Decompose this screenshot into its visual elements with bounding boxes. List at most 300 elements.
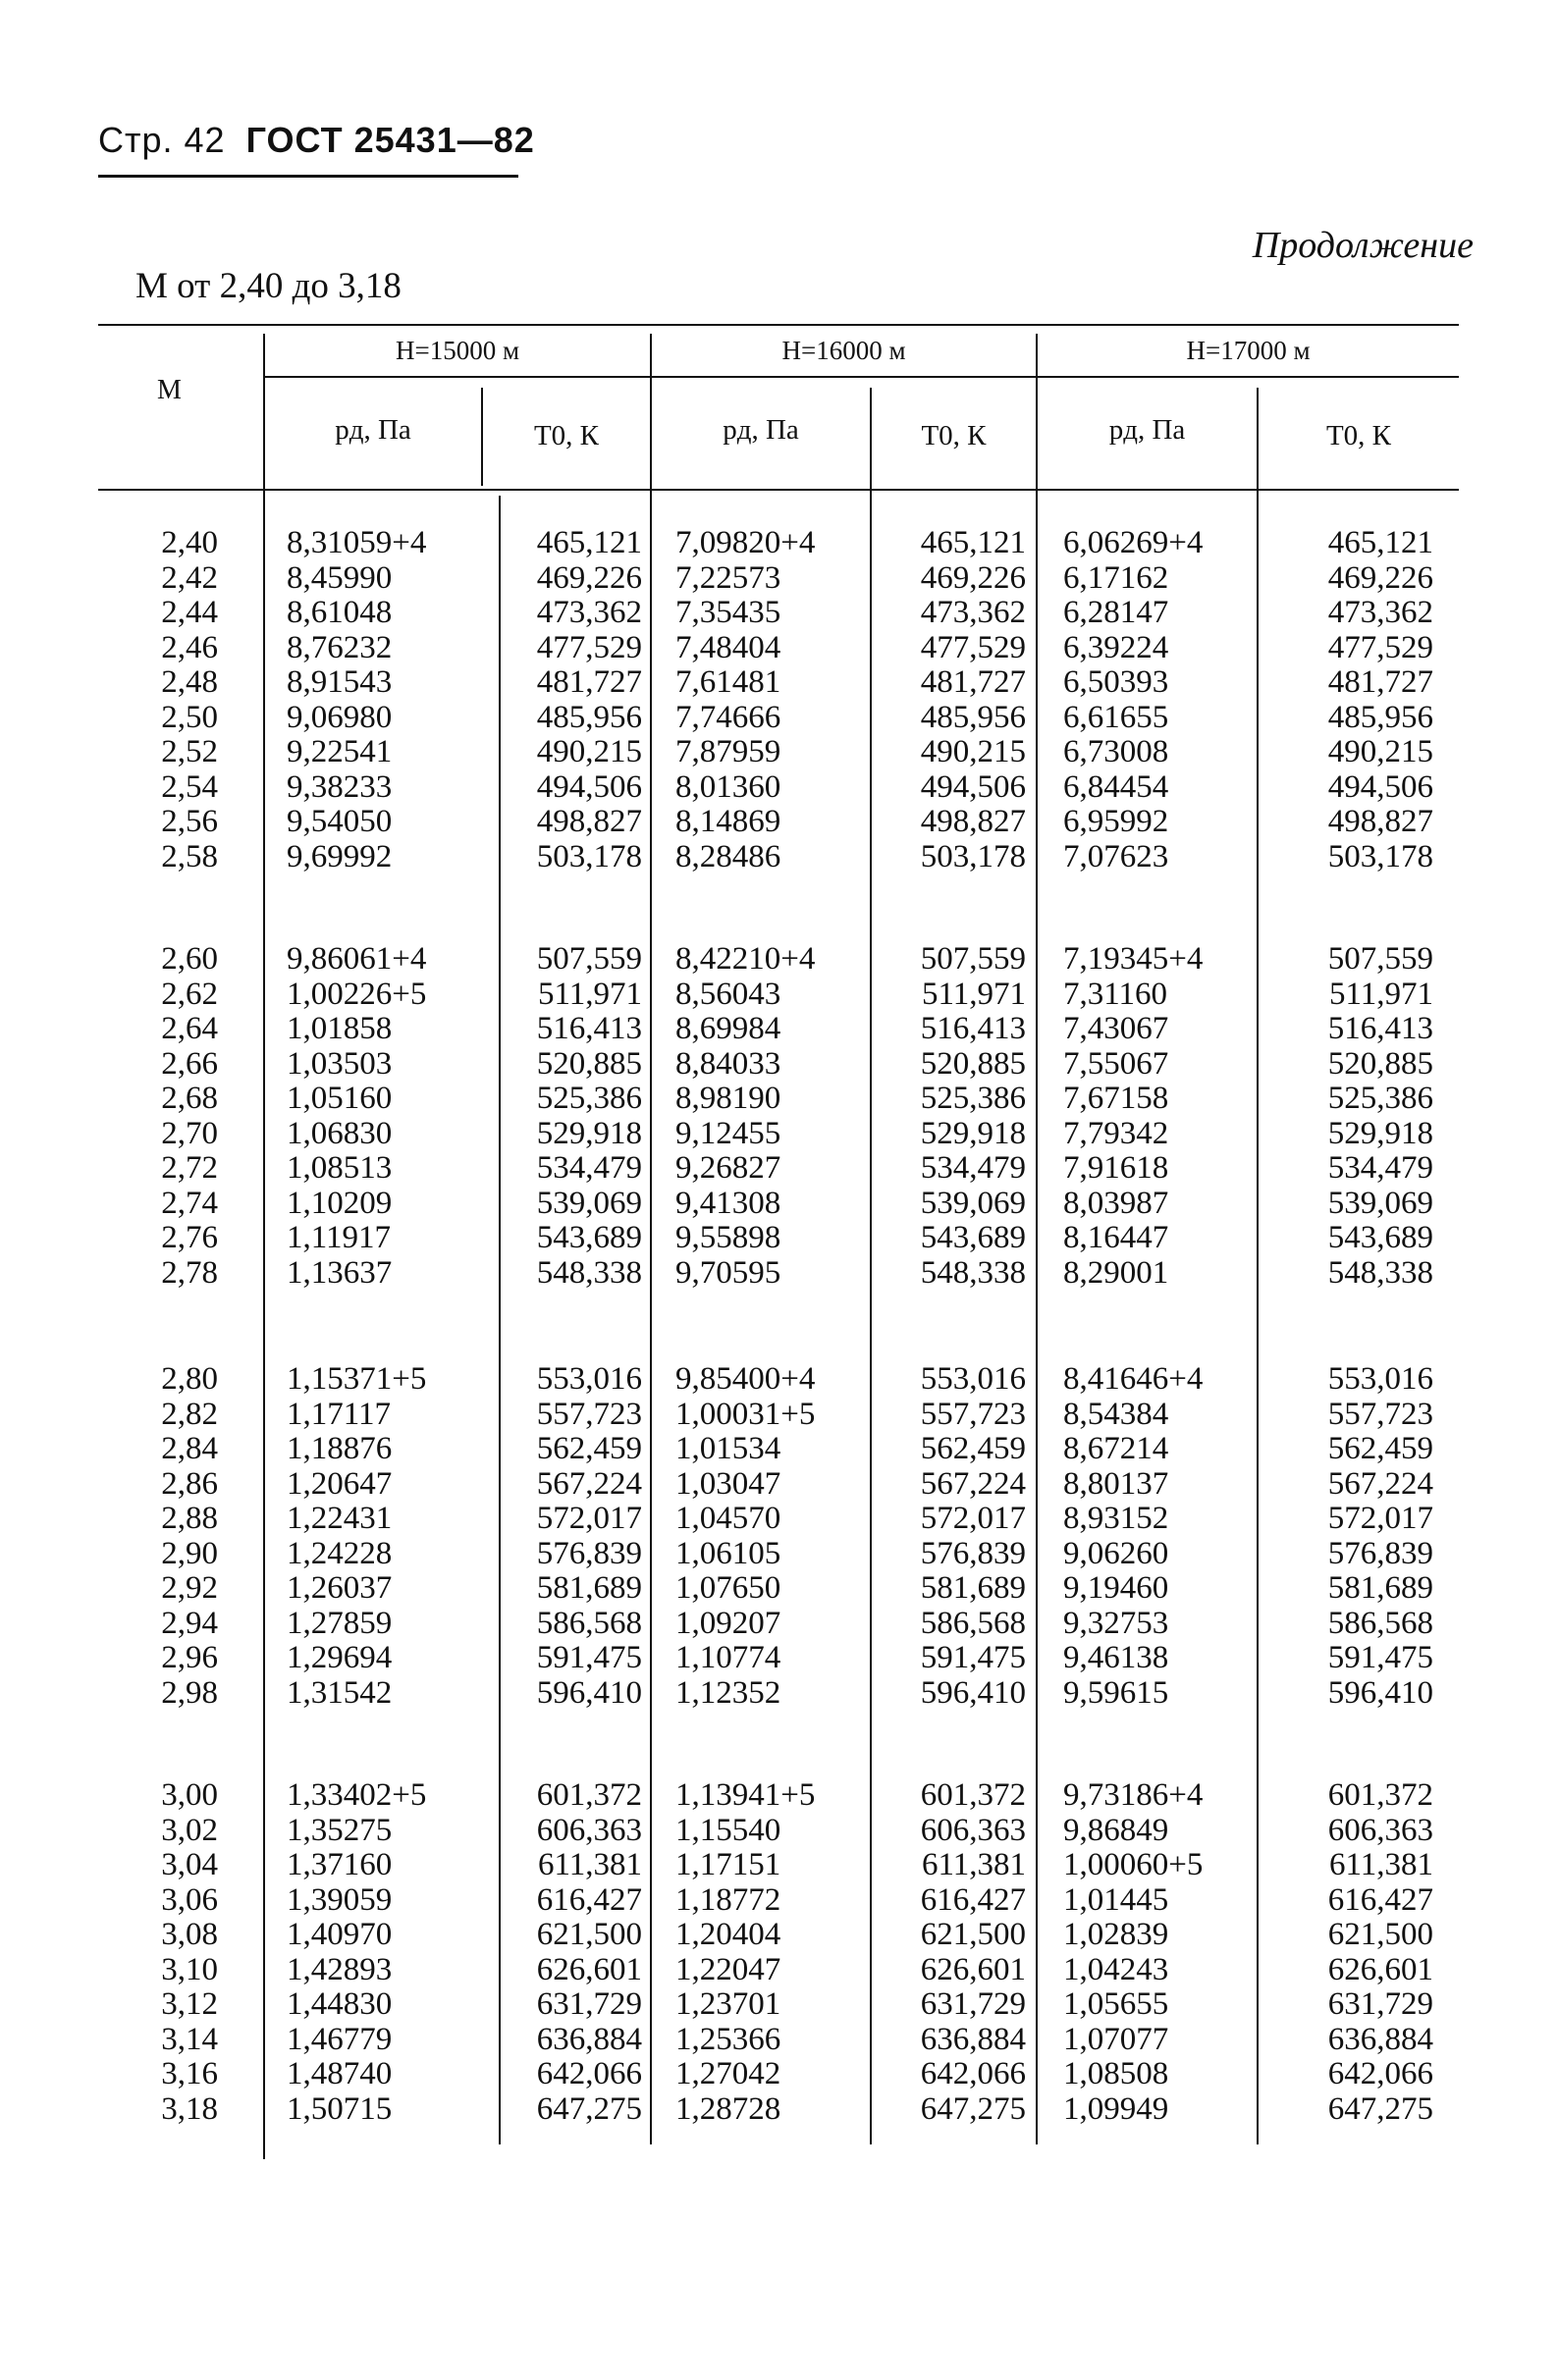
table-cell: 507,559 — [920, 941, 1026, 977]
table-cell: 1,04570 — [675, 1501, 781, 1536]
table-cell: 529,918 — [536, 1115, 642, 1151]
table-cell: 9,12455 — [675, 1115, 781, 1151]
table-cell: 520,885 — [1327, 1045, 1433, 1082]
table-cell: 2,42 — [161, 559, 218, 596]
table-cell: 3,10 — [161, 1951, 218, 1987]
table-cell: 636,884 — [536, 2021, 642, 2057]
table-cell: 2,68 — [161, 1081, 218, 1116]
temperature-values-16000 — [877, 1362, 1026, 1711]
temperature-values-16000 — [877, 1778, 1026, 2127]
table-cell: 7,55067 — [1063, 1045, 1169, 1082]
table-cell: 7,79342 — [1063, 1115, 1169, 1151]
table-cell: 525,386 — [920, 1081, 1026, 1116]
table-cell: 8,03987 — [1063, 1185, 1169, 1221]
table-cell: 1,13941+5 — [675, 1777, 816, 1813]
table-cell: 3,16 — [161, 2056, 218, 2091]
table-cell: 2,82 — [161, 1396, 218, 1432]
table-cell: 6,50393 — [1063, 664, 1169, 700]
table-cell: 498,827 — [920, 804, 1026, 839]
table-cell: 520,885 — [536, 1045, 642, 1082]
temperature-values-16000 — [877, 942, 1026, 1291]
table-top-rule — [98, 324, 1459, 326]
temperature-values-15000 — [493, 526, 642, 874]
table-cell: 1,22431 — [287, 1501, 393, 1536]
page-number: Стр. 42 — [98, 120, 226, 160]
table-cell: 647,275 — [1327, 2090, 1433, 2127]
table-cell: 7,09820+4 — [675, 525, 816, 560]
table-cell: 9,85400+4 — [675, 1361, 816, 1397]
table-cell: 591,475 — [536, 1640, 642, 1675]
table-cell: 562,459 — [920, 1431, 1026, 1466]
table-cell: 477,529 — [920, 629, 1026, 665]
table-cell: 8,31059+4 — [287, 525, 427, 560]
table-cell: 511,971 — [1328, 976, 1433, 1012]
table-cell: 8,29001 — [1063, 1254, 1169, 1291]
table-cell: 553,016 — [920, 1361, 1026, 1397]
table-cell: 539,069 — [1327, 1185, 1433, 1221]
table-cell: 7,07623 — [1063, 838, 1169, 874]
standard-code: ГОСТ 25431—82 — [245, 120, 535, 160]
table-cell: 516,413 — [1327, 1011, 1433, 1046]
table-cell: 1,03047 — [675, 1465, 781, 1502]
table-cell: 626,601 — [536, 1951, 642, 1987]
table-cell: 586,568 — [536, 1605, 642, 1641]
table-cell: 621,500 — [920, 1917, 1026, 1952]
table-cell: 485,956 — [920, 699, 1026, 735]
table-cell: 6,06269+4 — [1063, 525, 1204, 560]
table-cell: 8,45990 — [287, 559, 393, 596]
table-cell: 562,459 — [536, 1431, 642, 1466]
table-cell: 9,19460 — [1063, 1570, 1169, 1606]
table-cell: 1,06105 — [675, 1535, 781, 1571]
table-cell: 1,10209 — [287, 1185, 393, 1221]
table-cell: 490,215 — [920, 734, 1026, 769]
table-cell: 507,559 — [536, 941, 642, 977]
table-cell: 3,08 — [161, 1917, 218, 1952]
mach-values — [128, 942, 218, 1291]
table-cell: 2,84 — [161, 1431, 218, 1466]
header-underline — [98, 175, 518, 178]
table-cell: 1,50715 — [287, 2090, 393, 2127]
table-cell: 498,827 — [536, 804, 642, 839]
table-cell: 494,506 — [536, 768, 642, 805]
table-cell: 1,35275 — [287, 1812, 393, 1848]
table-cell: 576,839 — [920, 1535, 1026, 1571]
table-cell: 1,05160 — [287, 1081, 393, 1116]
table-cell: 2,96 — [161, 1640, 218, 1675]
table-cell: 8,84033 — [675, 1045, 781, 1082]
table-cell: 539,069 — [920, 1185, 1026, 1221]
col-header-pressure: pд, Па — [335, 414, 411, 446]
table-cell: 2,56 — [161, 804, 218, 839]
table-cell: 465,121 — [1327, 525, 1433, 560]
table-cell: 465,121 — [920, 525, 1026, 560]
table-cell: 572,017 — [536, 1501, 642, 1536]
table-cell: 621,500 — [1327, 1917, 1433, 1952]
table-cell: 548,338 — [536, 1254, 642, 1291]
table-cell: 2,74 — [161, 1185, 218, 1221]
table-cell: 1,05655 — [1063, 1986, 1169, 2022]
table-cell: 631,729 — [1327, 1986, 1433, 2022]
table-cell: 1,15371+5 — [287, 1361, 427, 1397]
table-cell: 7,91618 — [1063, 1150, 1169, 1186]
table-cell: 1,03503 — [287, 1045, 393, 1082]
table-cell: 1,31542 — [287, 1674, 393, 1711]
table-cell: 503,178 — [536, 838, 642, 874]
temperature-values-17000 — [1276, 1778, 1433, 2127]
column-divider — [1257, 388, 1259, 2144]
table-cell: 7,19345+4 — [1063, 941, 1204, 977]
table-cell: 606,363 — [536, 1812, 642, 1848]
table-cell: 572,017 — [1327, 1501, 1433, 1536]
table-cell: 494,506 — [920, 768, 1026, 805]
table-cell: 1,27859 — [287, 1605, 393, 1641]
table-cell: 7,43067 — [1063, 1011, 1169, 1046]
table-cell: 6,17162 — [1063, 559, 1169, 596]
table-cell: 543,689 — [1327, 1220, 1433, 1255]
table-cell: 601,372 — [1327, 1777, 1433, 1813]
table-cell: 1,08508 — [1063, 2056, 1169, 2091]
table-cell: 2,40 — [161, 525, 218, 560]
table-cell: 586,568 — [1327, 1605, 1433, 1641]
temperature-values-17000 — [1276, 942, 1433, 1291]
table-cell: 567,224 — [536, 1465, 642, 1502]
table-cell: 636,884 — [1327, 2021, 1433, 2057]
table-cell: 1,17151 — [675, 1847, 781, 1882]
pressure-values-15000 — [287, 1778, 426, 2127]
table-cell: 8,91543 — [287, 664, 393, 700]
column-divider — [650, 334, 652, 2144]
altitude-header-17000: H=17000 м — [1186, 336, 1311, 365]
table-cell: 1,18876 — [287, 1431, 393, 1466]
table-cell: 3,18 — [161, 2090, 218, 2127]
table-cell: 7,74666 — [675, 699, 781, 735]
table-cell: 2,70 — [161, 1115, 218, 1151]
table-cell: 1,24228 — [287, 1535, 393, 1571]
table-cell: 8,98190 — [675, 1081, 781, 1116]
table-cell: 9,86849 — [1063, 1812, 1169, 1848]
table-cell: 529,918 — [1327, 1115, 1433, 1151]
table-cell: 2,76 — [161, 1220, 218, 1255]
table-cell: 9,26827 — [675, 1150, 781, 1186]
table-cell: 553,016 — [1327, 1361, 1433, 1397]
table-cell: 469,226 — [1327, 559, 1433, 596]
table-cell: 2,80 — [161, 1361, 218, 1397]
table-cell: 3,12 — [161, 1986, 218, 2022]
table-cell: 6,95992 — [1063, 804, 1169, 839]
table-cell: 9,54050 — [287, 804, 393, 839]
table-cell: 3,04 — [161, 1847, 218, 1882]
table-cell: 6,61655 — [1063, 699, 1169, 735]
table-cell: 8,67214 — [1063, 1431, 1169, 1466]
table-cell: 8,14869 — [675, 804, 781, 839]
table-cell: 1,33402+5 — [287, 1777, 427, 1813]
table-cell: 481,727 — [920, 664, 1026, 700]
table-cell: 1,00226+5 — [287, 976, 427, 1012]
table-cell: 557,723 — [1327, 1396, 1433, 1432]
table-cell: 520,885 — [920, 1045, 1026, 1082]
table-cell: 548,338 — [920, 1254, 1026, 1291]
table-cell: 616,427 — [920, 1881, 1026, 1918]
pressure-values-17000 — [1063, 942, 1203, 1291]
column-divider — [870, 388, 872, 2144]
table-cell: 1,20647 — [287, 1465, 393, 1502]
table-cell: 534,479 — [536, 1150, 642, 1186]
table-cell: 7,61481 — [675, 664, 781, 700]
table-cell: 8,16447 — [1063, 1220, 1169, 1255]
table-cell: 1,13637 — [287, 1254, 393, 1291]
table-cell: 1,01534 — [675, 1431, 781, 1466]
table-cell: 1,18772 — [675, 1881, 781, 1918]
table-cell: 8,41646+4 — [1063, 1361, 1204, 1397]
table-cell: 596,410 — [920, 1674, 1026, 1711]
table-cell: 1,26037 — [287, 1570, 393, 1606]
table-cell: 534,479 — [1327, 1150, 1433, 1186]
table-cell: 611,381 — [921, 1847, 1026, 1882]
table-cell: 8,93152 — [1063, 1501, 1169, 1536]
table-cell: 2,88 — [161, 1501, 218, 1536]
col-header-pressure: pд, Па — [723, 414, 799, 446]
altitude-header-rule — [265, 376, 1459, 378]
table-cell: 1,09949 — [1063, 2090, 1169, 2127]
table-cell: 498,827 — [1327, 804, 1433, 839]
table-cell: 9,70595 — [675, 1254, 781, 1291]
table-cell: 601,372 — [920, 1777, 1026, 1813]
table-cell: 8,01360 — [675, 768, 781, 805]
pressure-values-15000 — [287, 526, 426, 874]
mach-range-label: М от 2,40 до 3,18 — [135, 266, 402, 306]
table-cell: 621,500 — [536, 1917, 642, 1952]
table-cell: 481,727 — [1327, 664, 1433, 700]
mach-values — [128, 526, 218, 874]
table-cell: 9,59615 — [1063, 1674, 1169, 1711]
table-cell: 1,39059 — [287, 1881, 393, 1918]
pressure-values-15000 — [287, 1362, 426, 1711]
mach-values — [128, 1362, 218, 1711]
pressure-values-16000 — [675, 1778, 815, 2127]
table-cell: 534,479 — [920, 1150, 1026, 1186]
table-cell: 557,723 — [536, 1396, 642, 1432]
table-cell: 2,94 — [161, 1605, 218, 1641]
table-cell: 1,22047 — [675, 1951, 781, 1987]
table-cell: 591,475 — [920, 1640, 1026, 1675]
table-cell: 9,06260 — [1063, 1535, 1169, 1571]
table-cell: 465,121 — [536, 525, 642, 560]
table-cell: 469,226 — [536, 559, 642, 596]
table-cell: 2,90 — [161, 1535, 218, 1571]
table-cell: 2,98 — [161, 1674, 218, 1711]
table-cell: 596,410 — [1327, 1674, 1433, 1711]
table-cell: 477,529 — [1327, 629, 1433, 665]
table-cell: 1,17117 — [287, 1396, 392, 1432]
table-cell: 1,07650 — [675, 1570, 781, 1606]
table-cell: 581,689 — [1327, 1570, 1433, 1606]
table-cell: 9,86061+4 — [287, 941, 427, 977]
table-cell: 3,14 — [161, 2021, 218, 2057]
table-cell: 8,76232 — [287, 629, 393, 665]
table-cell: 9,06980 — [287, 699, 393, 735]
table-cell: 485,956 — [1327, 699, 1433, 735]
table-cell: 1,37160 — [287, 1847, 393, 1882]
table-cell: 6,39224 — [1063, 629, 1169, 665]
table-cell: 1,04243 — [1063, 1951, 1169, 1987]
pressure-values-17000 — [1063, 1778, 1203, 2127]
col-header-temperature: T0, К — [533, 420, 600, 451]
table-cell: 1,00060+5 — [1063, 1847, 1204, 1882]
table-cell: 529,918 — [920, 1115, 1026, 1151]
table-cell: 647,275 — [920, 2090, 1026, 2127]
table-cell: 477,529 — [536, 629, 642, 665]
table-cell: 1,46779 — [287, 2021, 393, 2057]
table-cell: 1,00031+5 — [675, 1396, 816, 1432]
table-cell: 511,971 — [537, 976, 642, 1012]
pressure-values-16000 — [675, 942, 815, 1291]
table-cell: 1,10774 — [675, 1640, 781, 1675]
table-cell: 548,338 — [1327, 1254, 1433, 1291]
table-cell: 642,066 — [1327, 2056, 1433, 2091]
table-cell: 581,689 — [920, 1570, 1026, 1606]
table-cell: 469,226 — [920, 559, 1026, 596]
table-cell: 503,178 — [1327, 838, 1433, 874]
table-cell: 6,73008 — [1063, 734, 1169, 769]
table-cell: 1,20404 — [675, 1917, 781, 1952]
table-cell: 1,28728 — [675, 2090, 781, 2127]
table-cell: 586,568 — [920, 1605, 1026, 1641]
pressure-values-15000 — [287, 942, 426, 1291]
table-cell: 567,224 — [1327, 1465, 1433, 1502]
table-cell: 1,01445 — [1063, 1881, 1169, 1918]
table-cell: 557,723 — [920, 1396, 1026, 1432]
table-cell: 642,066 — [536, 2056, 642, 2091]
header-bottom-rule — [98, 489, 1459, 491]
table-cell: 642,066 — [920, 2056, 1026, 2091]
table-cell: 490,215 — [1327, 734, 1433, 769]
table-cell: 8,80137 — [1063, 1465, 1169, 1502]
table-cell: 8,56043 — [675, 976, 781, 1012]
table-cell: 1,02839 — [1063, 1917, 1169, 1952]
table-cell: 1,12352 — [675, 1674, 781, 1711]
table-cell: 2,62 — [161, 976, 218, 1012]
table-cell: 8,69984 — [675, 1011, 781, 1046]
table-cell: 6,84454 — [1063, 768, 1169, 805]
column-divider — [1036, 334, 1038, 2144]
table-cell: 596,410 — [536, 1674, 642, 1711]
table-cell: 7,67158 — [1063, 1081, 1169, 1116]
column-divider — [263, 334, 265, 2159]
table-cell: 6,28147 — [1063, 595, 1169, 630]
table-cell: 8,54384 — [1063, 1396, 1169, 1432]
table-cell: 525,386 — [1327, 1081, 1433, 1116]
temperature-values-15000 — [493, 1778, 642, 2127]
temperature-values-15000 — [493, 1362, 642, 1711]
table-cell: 473,362 — [536, 595, 642, 630]
table-cell: 572,017 — [920, 1501, 1026, 1536]
table-cell: 606,363 — [920, 1812, 1026, 1848]
table-cell: 3,00 — [161, 1777, 218, 1813]
table-cell: 485,956 — [536, 699, 642, 735]
table-cell: 481,727 — [536, 664, 642, 700]
table-cell: 2,64 — [161, 1011, 218, 1046]
table-cell: 616,427 — [536, 1881, 642, 1918]
table-cell: 576,839 — [1327, 1535, 1433, 1571]
table-cell: 8,42210+4 — [675, 941, 816, 977]
table-cell: 1,08513 — [287, 1150, 393, 1186]
col-header-temperature: T0, К — [921, 420, 987, 451]
table-cell: 9,73186+4 — [1063, 1777, 1204, 1813]
table-cell: 2,50 — [161, 699, 218, 735]
table-cell: 9,32753 — [1063, 1605, 1169, 1641]
pressure-values-17000 — [1063, 1362, 1203, 1711]
table-cell: 2,44 — [161, 595, 218, 630]
table-cell: 9,22541 — [287, 734, 393, 769]
table-cell: 7,87959 — [675, 734, 781, 769]
table-cell: 9,69992 — [287, 838, 393, 874]
table-cell: 1,25366 — [675, 2021, 781, 2057]
temperature-values-16000 — [877, 526, 1026, 874]
table-cell: 507,559 — [1327, 941, 1433, 977]
table-cell: 1,29694 — [287, 1640, 393, 1675]
table-cell: 1,01858 — [287, 1011, 393, 1046]
table-cell: 8,28486 — [675, 838, 781, 874]
table-cell: 1,27042 — [675, 2056, 781, 2091]
table-cell: 543,689 — [920, 1220, 1026, 1255]
table-cell: 591,475 — [1327, 1640, 1433, 1675]
table-cell: 611,381 — [537, 1847, 642, 1882]
mach-values — [128, 1778, 218, 2127]
table-cell: 473,362 — [920, 595, 1026, 630]
table-cell: 611,381 — [1328, 1847, 1433, 1882]
page-header — [98, 120, 535, 161]
col-header-temperature: T0, К — [1325, 420, 1392, 451]
table-cell: 606,363 — [1327, 1812, 1433, 1848]
table-cell: 516,413 — [536, 1011, 642, 1046]
table-cell: 567,224 — [920, 1465, 1026, 1502]
table-cell: 631,729 — [536, 1986, 642, 2022]
table-cell: 553,016 — [536, 1361, 642, 1397]
pressure-values-17000 — [1063, 526, 1203, 874]
table-cell: 1,15540 — [675, 1812, 781, 1848]
table-cell: 7,35435 — [675, 595, 781, 630]
table-cell: 3,06 — [161, 1881, 218, 1918]
table-cell: 2,66 — [161, 1045, 218, 1082]
table-cell: 601,372 — [536, 1777, 642, 1813]
table-cell: 631,729 — [920, 1986, 1026, 2022]
table-cell: 7,22573 — [675, 559, 781, 596]
pressure-values-16000 — [675, 526, 815, 874]
table-cell: 8,61048 — [287, 595, 393, 630]
table-cell: 1,44830 — [287, 1986, 393, 2022]
table-cell: 516,413 — [920, 1011, 1026, 1046]
temperature-values-17000 — [1276, 1362, 1433, 1711]
table-cell: 473,362 — [1327, 595, 1433, 630]
pressure-values-16000 — [675, 1362, 815, 1711]
table-cell: 616,427 — [1327, 1881, 1433, 1918]
table-cell: 2,78 — [161, 1254, 218, 1291]
table-cell: 539,069 — [536, 1185, 642, 1221]
temperature-values-17000 — [1276, 526, 1433, 874]
table-cell: 7,31160 — [1063, 976, 1168, 1012]
table-cell: 2,72 — [161, 1150, 218, 1186]
table-cell: 626,601 — [920, 1951, 1026, 1987]
table-cell: 9,41308 — [675, 1185, 781, 1221]
table-cell: 2,86 — [161, 1465, 218, 1502]
table-cell: 1,07077 — [1063, 2021, 1169, 2057]
col-header-pressure: pд, Па — [1108, 414, 1186, 446]
table-cell: 7,48404 — [675, 629, 781, 665]
table-cell: 543,689 — [536, 1220, 642, 1255]
table-cell: 9,38233 — [287, 768, 393, 805]
table-cell: 626,601 — [1327, 1951, 1433, 1987]
